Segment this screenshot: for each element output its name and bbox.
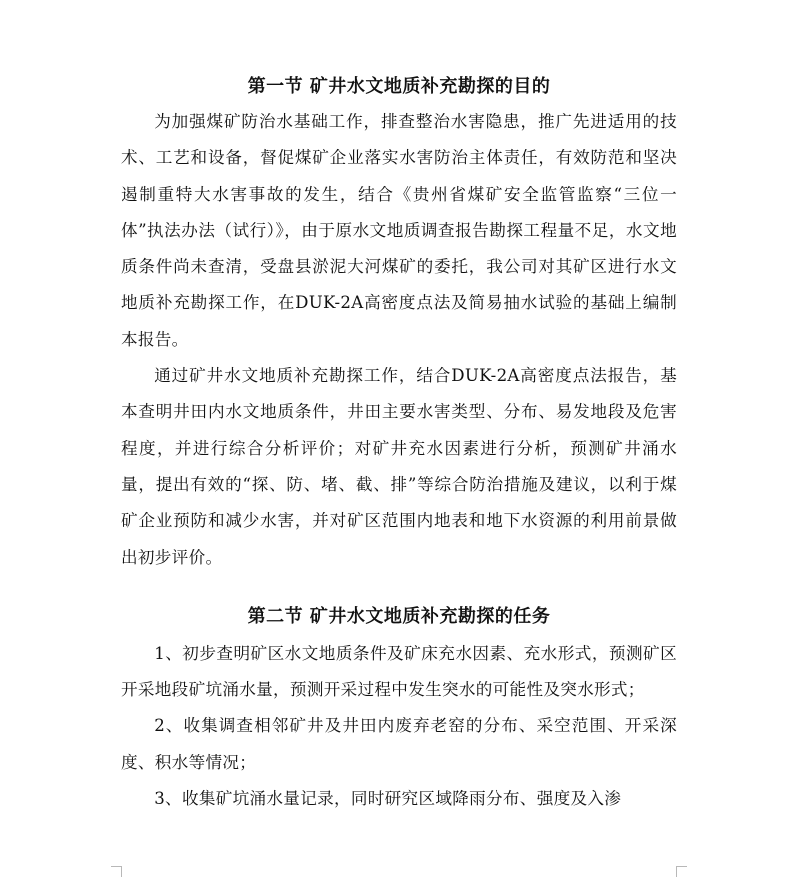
section-2-item-3: 3、收集矿坑涌水量记录，同时研究区域降雨分布、强度及入渗 [154,789,622,809]
section-1-heading: 第一节 矿井水文地质补充勘探的目的 [247,76,551,97]
margin-corner-mark-left [111,866,122,877]
margin-corner-mark-right [676,866,687,877]
section-2-heading: 第二节 矿井水文地质补充勘探的任务 [247,605,551,627]
section-1-paragraph-1: 为加强煤矿防治水基础工作，排查整治水害隐患，推广先进适用的技术、工艺和设备，督促煤矿企业落实水害防治主体责任，有效防范和坚决遏制重特大水害事故的发生，结合《贵州省煤矿安全监管监察“三位一体”执法办法（试行）》，由于原水文地质调查报告勘探工程量不足，水文地质条件尚未查清，受盘县淤泥大河煤矿的委托，我公司对其矿区进行水文地质补充勘探工作，在DUK-2A高密度点法及简易抽水试验的基础上编制本报告。 [121,112,677,349]
page-content [121,72,677,817]
section-2-item-2: 2、收集调查相邻矿井及井田内废弃老窑的分布、采空范围、开采深度、积水等情况； [121,716,677,772]
section-2-item-1: 1、初步查明矿区水文地质条件及矿床充水因素、充水形式，预测矿区开采地段矿坑涌水量，预测开采过程中发生突水的可能性及突水形式； [121,643,677,700]
section-1-paragraph-2: 通过矿井水文地质补充勘探工作，结合DUK-2A高密度点法报告，基本查明井田内水文地质条件，井田主要水害类型、分布、易发地段及危害程度，并进行综合分析评价；对矿井充水因素进行分析，预测矿井涌水量，提出有效的“探、防、堵、截、排”等综合防治措施及建议，以利于煤矿企业预防和减少水害，并对矿区范围内地表和地下水资源的利用前景做出初步评价。 [121,366,677,567]
